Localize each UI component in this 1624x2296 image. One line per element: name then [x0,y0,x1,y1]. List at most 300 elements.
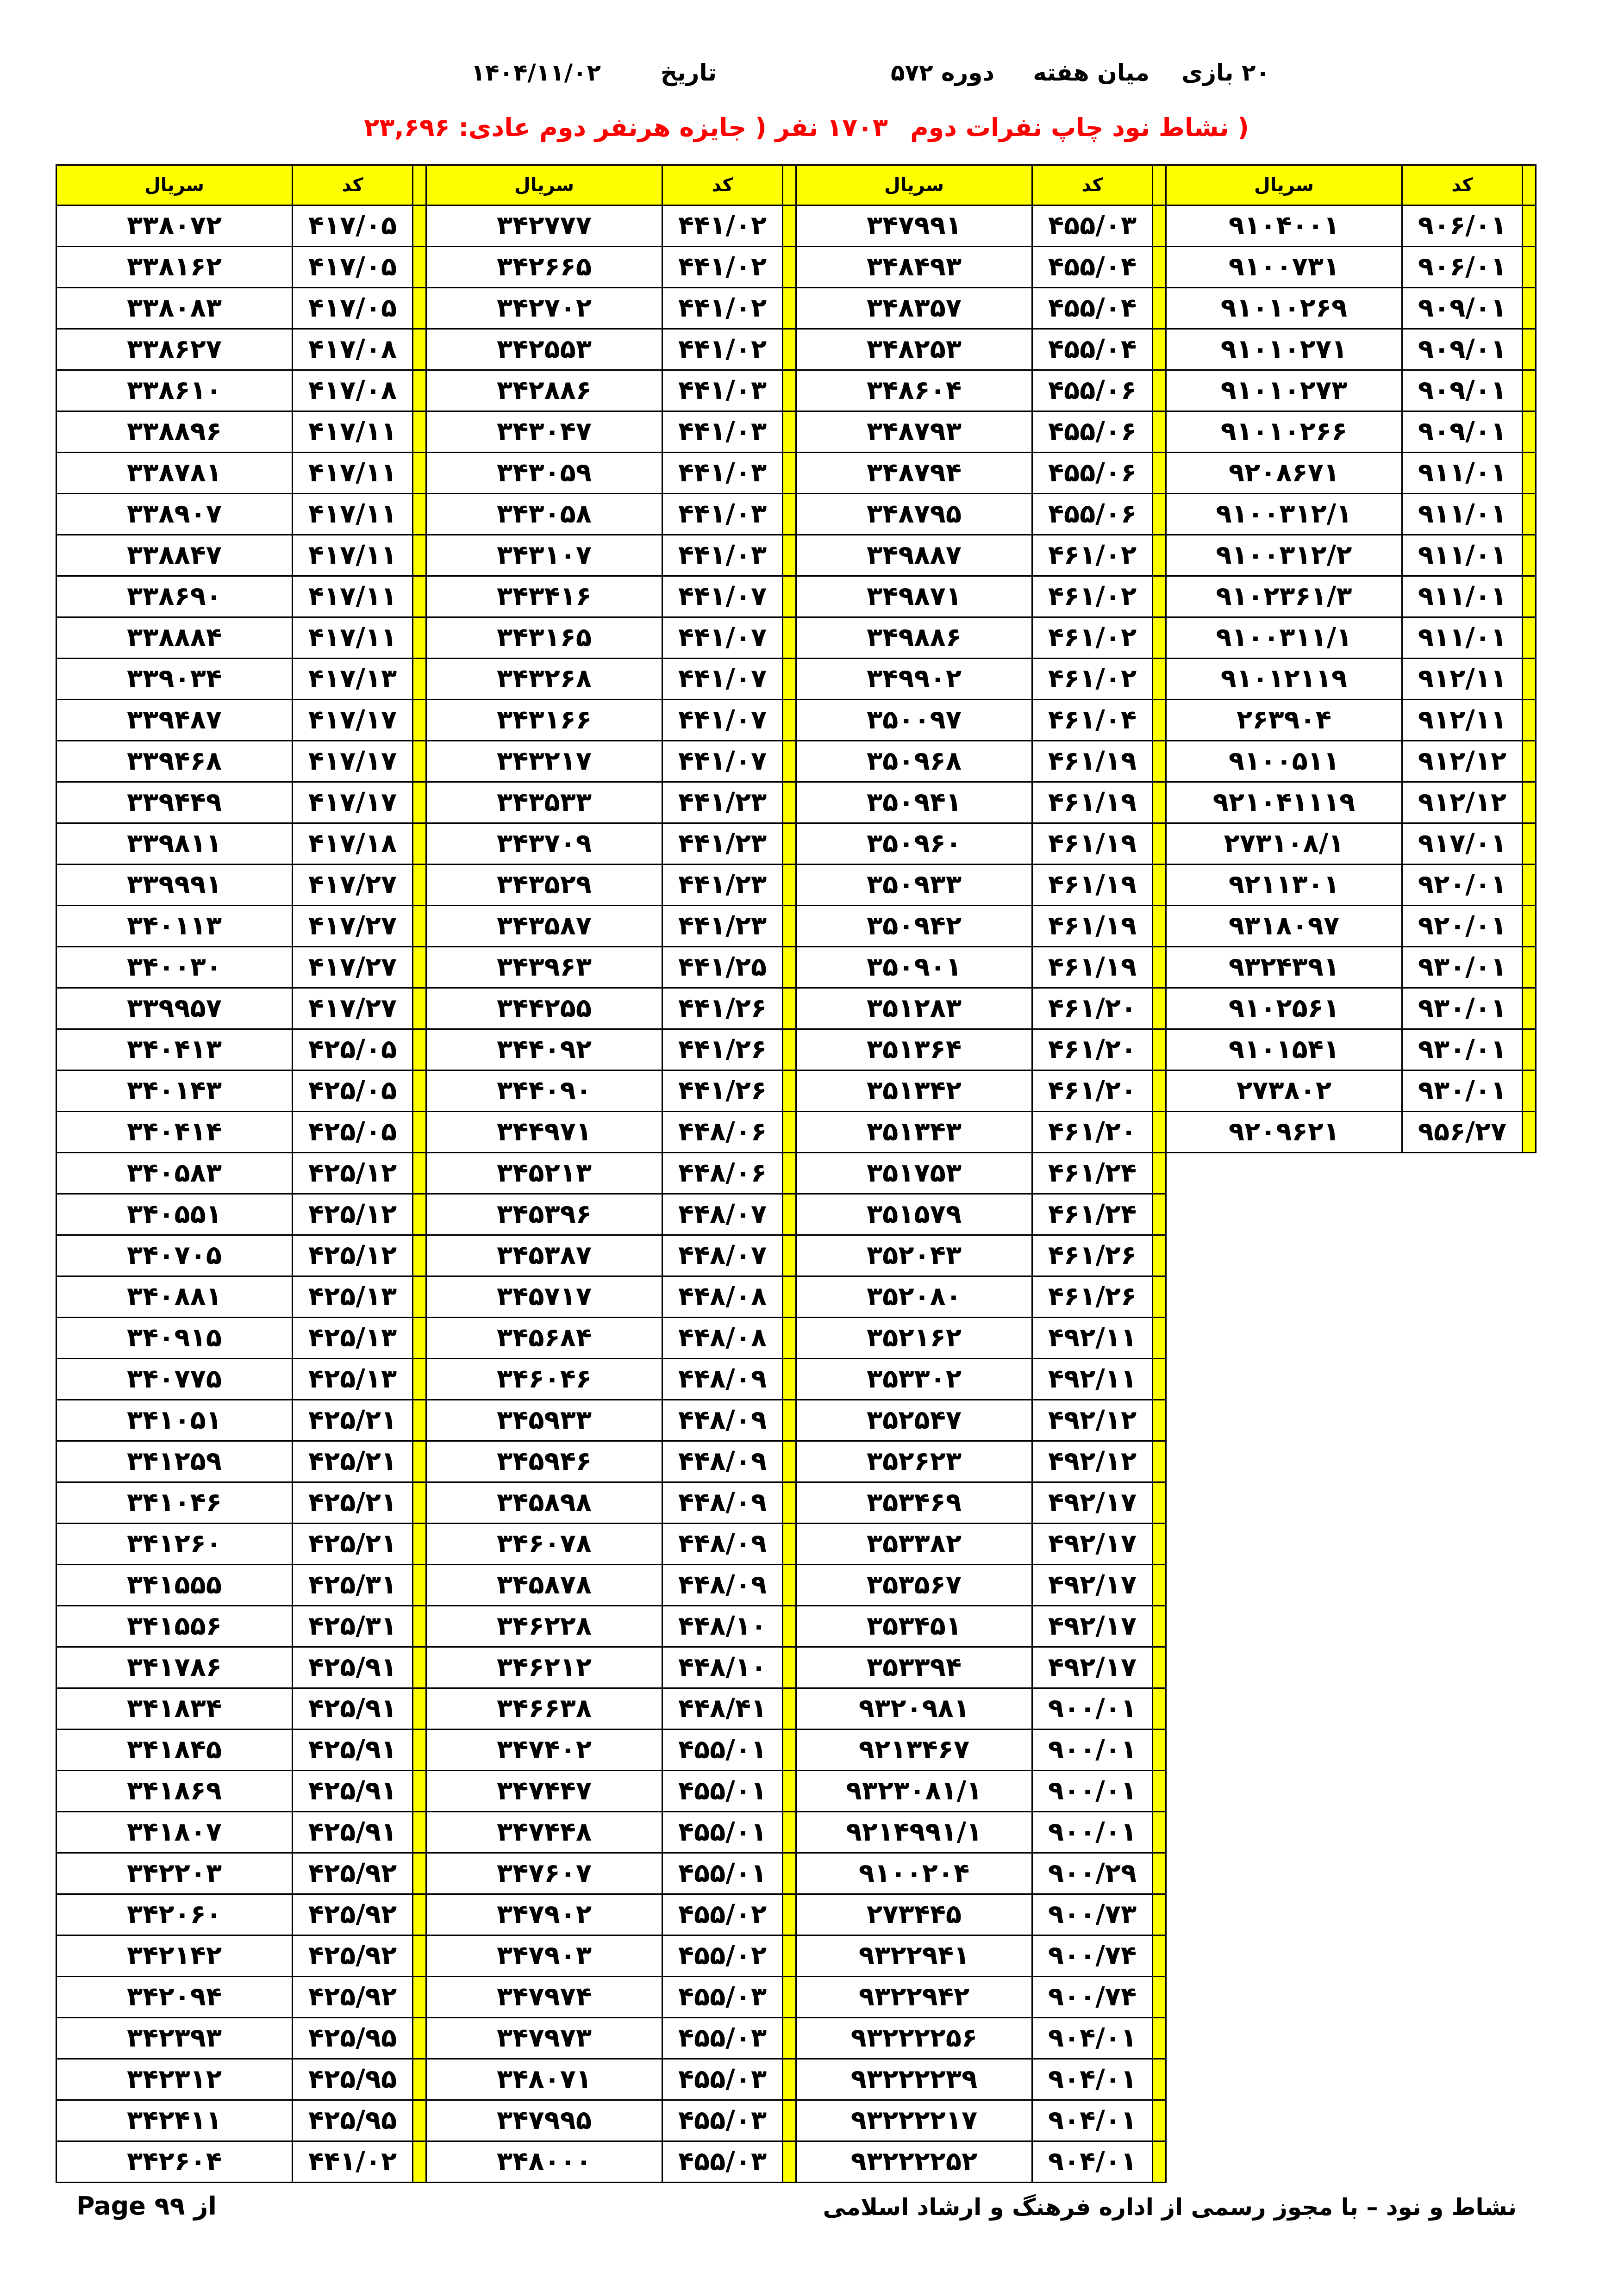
serial-cell: ۳۴۱۸۰۷ [56,1812,293,1853]
code-cell: ۴۲۵/۹۱ [293,1647,413,1688]
code-cell [1402,1977,1523,2018]
table-row [56,1565,1536,1606]
spacer-cell [783,865,796,906]
serial-header: سریال [1166,165,1402,205]
code-cell: ۴۵۵/۰۱ [662,1812,783,1853]
code-cell: ۴۱۷/۲۷ [293,865,413,906]
code-cell: ۹۰۰/۰۱ [1032,1812,1153,1853]
code-cell: ۴۵۵/۰۶ [1032,370,1153,411]
serial-cell: ۳۴۸۰۷۱ [426,2059,662,2100]
spacer-cell [1153,659,1166,700]
serial-cell [1166,1606,1402,1647]
code-cell: ۴۱۷/۰۸ [293,329,413,370]
code-cell: ۴۲۵/۹۲ [293,1935,413,1977]
code-cell: ۴۵۵/۰۳ [662,2018,783,2059]
spacer-cell [413,865,426,906]
spacer-cell [1523,165,1536,205]
serial-cell: ۳۴۸۲۵۳ [796,329,1032,370]
serial-cell: ۳۳۸۸۸۴ [56,617,293,659]
code-cell: ۹۰۶/۰۱ [1402,205,1523,247]
serial-cell: ۳۴۲۸۸۶ [426,370,662,411]
serial-cell: ۳۴۳۱۰۷ [426,535,662,576]
serial-cell [1166,1647,1402,1688]
code-cell: ۴۲۵/۲۱ [293,1441,413,1482]
serial-cell: ۳۴۳۷۰۹ [426,823,662,865]
serial-cell [1166,1853,1402,1894]
table-row [56,741,1536,782]
serial-cell: ۳۵۲۱۶۲ [796,1318,1032,1359]
code-cell: ۹۰۰/۷۳ [1032,1894,1153,1935]
spacer-cell [1153,988,1166,1029]
spacer-cell [1523,1771,1536,1812]
code-cell: ۴۴۸/۰۸ [662,1318,783,1359]
code-cell: ۹۰۶/۰۱ [1402,247,1523,288]
spacer-cell [413,453,426,494]
code-cell: ۹۱۱/۰۱ [1402,576,1523,617]
page-number: Page ۹۹ از [76,2191,217,2221]
spacer-cell [413,947,426,988]
serial-cell: ۳۴۰۸۸۱ [56,1276,293,1318]
serial-cell: ۳۵۳۴۵۱ [796,1606,1032,1647]
code-cell: ۴۴۱/۰۲ [662,329,783,370]
table-row [56,1606,1536,1647]
code-cell: ۴۶۱/۱۹ [1032,823,1153,865]
code-cell [1402,1565,1523,1606]
code-cell: ۴۶۱/۲۴ [1032,1194,1153,1235]
spacer-cell [1523,700,1536,741]
code-cell: ۴۵۵/۰۳ [662,2100,783,2141]
serial-cell: ۳۴۷۹۷۳ [426,2018,662,2059]
serial-cell: ۳۴۰۹۱۵ [56,1318,293,1359]
code-cell: ۴۲۵/۹۲ [293,1977,413,2018]
serial-cell [1166,1318,1402,1359]
code-cell: ۴۹۲/۱۷ [1032,1482,1153,1524]
serial-cell [1166,1153,1402,1194]
code-cell: ۴۶۱/۰۴ [1032,700,1153,741]
serial-cell: ۳۴۳۵۳۳ [426,782,662,823]
code-cell: ۴۴۸/۰۸ [662,1276,783,1318]
code-cell: ۴۵۵/۰۴ [1032,247,1153,288]
table-row [56,1894,1536,1935]
subtitle-part-b: ۱۷۰۳ نفر ( جایزه هرنفر دوم عادی: ۲۳,۶۹۶ [364,113,888,142]
spacer-cell [1153,1070,1166,1112]
code-cell: ۴۴۱/۰۷ [662,617,783,659]
spacer-cell [783,1853,796,1894]
serial-cell: ۳۴۵۳۸۷ [426,1235,662,1276]
code-cell: ۴۲۵/۲۱ [293,1482,413,1524]
spacer-cell [1523,2018,1536,2059]
serial-cell [1166,1688,1402,1730]
game-count: ۲۰ بازی [1181,59,1270,86]
spacer-cell [413,1935,426,1977]
code-cell: ۹۱۷/۰۱ [1402,823,1523,865]
spacer-cell [1523,2059,1536,2100]
spacer-cell [1153,1935,1166,1977]
table-row [56,1359,1536,1400]
table-row [56,1771,1536,1812]
code-cell: ۴۵۵/۰۶ [1032,411,1153,453]
spacer-cell [1153,1194,1166,1235]
spacer-cell [783,1441,796,1482]
serial-cell: ۹۱۰۰۳۱۱/۱ [1166,617,1402,659]
spacer-cell [1153,1482,1166,1524]
spacer-cell [783,1153,796,1194]
code-cell: ۴۲۵/۳۱ [293,1565,413,1606]
spacer-cell [1523,1441,1536,1482]
spacer-cell [783,205,796,247]
spacer-cell [1523,1070,1536,1112]
code-cell [1402,1894,1523,1935]
code-cell: ۴۴۱/۲۵ [662,947,783,988]
serial-cell: ۳۵۳۳۰۲ [796,1359,1032,1400]
spacer-cell [1153,782,1166,823]
spacer-cell [783,1606,796,1647]
spacer-cell [413,165,426,205]
spacer-cell [783,1812,796,1853]
spacer-cell [413,1647,426,1688]
spacer-cell [1153,576,1166,617]
spacer-cell [413,1730,426,1771]
serial-cell: ۳۵۰۰۹۷ [796,700,1032,741]
serial-cell: ۳۴۳۰۵۹ [426,453,662,494]
spacer-cell [1153,823,1166,865]
spacer-cell [413,1565,426,1606]
table-row [56,370,1536,411]
code-cell [1402,1441,1523,1482]
serial-cell: ۳۵۰۹۶۸ [796,741,1032,782]
code-cell: ۹۰۹/۰۱ [1402,411,1523,453]
code-cell: ۴۴۸/۰۷ [662,1194,783,1235]
serial-cell: ۳۳۸۸۴۷ [56,535,293,576]
spacer-cell [783,535,796,576]
spacer-cell [1523,205,1536,247]
code-cell: ۹۰۰/۷۴ [1032,1977,1153,2018]
code-cell: ۴۴۱/۰۷ [662,700,783,741]
code-cell: ۴۵۵/۰۳ [662,2059,783,2100]
spacer-cell [1523,1688,1536,1730]
spacer-cell [783,700,796,741]
code-cell: ۹۱۱/۰۱ [1402,453,1523,494]
serial-cell: ۳۴۱۸۶۹ [56,1771,293,1812]
code-cell: ۴۲۵/۰۵ [293,1029,413,1070]
spacer-cell [413,535,426,576]
spacer-cell [413,1112,426,1153]
spacer-cell [413,2141,426,2183]
table-row [56,1935,1536,1977]
code-cell: ۴۱۷/۲۷ [293,947,413,988]
spacer-cell [413,617,426,659]
serial-cell [1166,1977,1402,2018]
code-cell: ۹۰۰/۷۴ [1032,1935,1153,1977]
spacer-cell [1523,988,1536,1029]
serial-cell: ۳۵۰۹۶۰ [796,823,1032,865]
code-cell: ۴۲۵/۱۳ [293,1359,413,1400]
code-cell: ۴۱۷/۱۱ [293,576,413,617]
spacer-cell [1153,1606,1166,1647]
code-header: کد [1032,165,1153,205]
serial-cell: ۹۲۱۰۴۱۱۱۹ [1166,782,1402,823]
code-cell: ۴۲۵/۹۱ [293,1688,413,1730]
table-row [56,1194,1536,1235]
spacer-cell [413,659,426,700]
table-row [56,576,1536,617]
code-cell: ۴۹۲/۱۲ [1032,1441,1153,1482]
code-cell [1402,2018,1523,2059]
spacer-cell [413,1771,426,1812]
code-cell: ۴۶۱/۱۹ [1032,865,1153,906]
serial-cell: ۳۴۳۴۱۶ [426,576,662,617]
spacer-cell [1153,1853,1166,1894]
code-cell: ۴۲۵/۹۱ [293,1812,413,1853]
code-cell: ۴۲۵/۰۵ [293,1070,413,1112]
code-cell: ۴۶۱/۲۰ [1032,1070,1153,1112]
code-cell: ۴۹۲/۱۱ [1032,1318,1153,1359]
code-cell: ۴۶۱/۱۹ [1032,741,1153,782]
spacer-cell [783,782,796,823]
serial-cell: ۳۴۸۷۹۵ [796,494,1032,535]
serial-cell: ۲۷۳۱۰۸/۱ [1166,823,1402,865]
serial-cell: ۹۲۱۳۴۶۷ [796,1730,1032,1771]
serial-cell: ۳۳۹۴۴۹ [56,782,293,823]
spacer-cell [1153,535,1166,576]
spacer-cell [783,1730,796,1771]
period-label: دوره ۵۷۲ [890,59,994,86]
spacer-cell [413,1812,426,1853]
spacer-cell [1153,1318,1166,1359]
serial-cell: ۳۴۳۹۶۳ [426,947,662,988]
serial-cell: ۳۴۱۵۵۶ [56,1606,293,1647]
code-cell [1402,1194,1523,1235]
code-cell: ۴۴۸/۱۰ [662,1647,783,1688]
code-cell: ۹۰۰/۰۱ [1032,1771,1153,1812]
serial-cell: ۳۴۰۷۷۵ [56,1359,293,1400]
subtitle-line [0,113,1624,150]
spacer-cell [1523,617,1536,659]
table-row [56,1730,1536,1771]
code-cell: ۴۱۷/۱۳ [293,659,413,700]
serial-cell: ۳۵۱۳۴۲ [796,1070,1032,1112]
code-cell: ۴۲۵/۹۲ [293,1894,413,1935]
code-header: کد [662,165,783,205]
code-cell: ۹۰۹/۰۱ [1402,370,1523,411]
table-row [56,823,1536,865]
code-cell: ۴۱۷/۱۱ [293,617,413,659]
code-cell: ۴۶۱/۰۲ [1032,659,1153,700]
code-cell: ۹۰۴/۰۱ [1032,2100,1153,2141]
spacer-cell [1523,494,1536,535]
spacer-cell [413,1894,426,1935]
code-cell: ۴۴۱/۰۲ [293,2141,413,2183]
table-row [56,247,1536,288]
serial-cell: ۳۳۸۱۶۲ [56,247,293,288]
code-cell [1402,1524,1523,1565]
code-cell: ۴۱۷/۲۷ [293,988,413,1029]
spacer-cell [1523,329,1536,370]
table-row [56,1482,1536,1524]
spacer-cell [1523,453,1536,494]
table-row [56,1688,1536,1730]
table-row [56,1070,1536,1112]
spacer-cell [783,494,796,535]
code-cell: ۴۲۵/۲۱ [293,1524,413,1565]
header-line [0,59,1624,96]
spacer-cell [413,2059,426,2100]
serial-cell: ۳۵۲۰۸۰ [796,1276,1032,1318]
spacer-cell [1153,1276,1166,1318]
spacer-cell [1153,1400,1166,1441]
spacer-cell [1523,906,1536,947]
serial-cell: ۳۵۲۶۲۳ [796,1441,1032,1482]
code-cell: ۴۴۱/۰۷ [662,659,783,700]
table-row [56,1153,1536,1194]
code-cell: ۴۴۱/۰۳ [662,535,783,576]
license-footer: نشاط و نود – با مجوز رسمی از اداره فرهنگ و ارشاد اسلامی [823,2194,1517,2221]
table-header-row [56,165,1536,205]
code-cell: ۴۶۱/۲۰ [1032,1029,1153,1070]
serial-cell: ۳۴۱۰۴۶ [56,1482,293,1524]
table-row [56,1235,1536,1276]
spacer-cell [783,823,796,865]
spacer-cell [1523,1647,1536,1688]
spacer-cell [783,576,796,617]
spacer-cell [1153,2141,1166,2183]
table-row [56,1112,1536,1153]
serial-cell: ۳۴۲۲۰۳ [56,1853,293,1894]
code-cell: ۹۳۰/۰۱ [1402,1070,1523,1112]
table-row [56,1812,1536,1853]
code-cell [1402,1482,1523,1524]
spacer-cell [1523,288,1536,329]
serial-cell: ۹۳۲۲۹۴۱ [796,1935,1032,1977]
serial-cell: ۳۴۴۲۵۵ [426,988,662,1029]
spacer-cell [413,782,426,823]
code-cell: ۹۰۴/۰۱ [1032,2141,1153,2183]
spacer-cell [1523,947,1536,988]
code-cell [1402,1400,1523,1441]
spacer-cell [1523,1812,1536,1853]
serial-cell: ۳۴۲۴۱۱ [56,2100,293,2141]
code-cell: ۴۹۲/۱۲ [1032,1400,1153,1441]
spacer-cell [1153,1359,1166,1400]
code-cell: ۴۴۱/۰۲ [662,247,783,288]
serial-cell: ۳۳۸۶۹۰ [56,576,293,617]
spacer-cell [783,329,796,370]
code-cell: ۴۹۲/۱۷ [1032,1524,1153,1565]
code-cell [1402,1688,1523,1730]
serial-cell: ۳۵۱۳۶۴ [796,1029,1032,1070]
code-cell: ۴۶۱/۰۲ [1032,576,1153,617]
serial-cell: ۳۴۳۰۵۸ [426,494,662,535]
spacer-cell [1153,700,1166,741]
spacer-cell [413,2018,426,2059]
spacer-cell [413,906,426,947]
serial-cell: ۳۳۸۶۱۰ [56,370,293,411]
serial-cell [1166,1524,1402,1565]
spacer-cell [1153,1565,1166,1606]
code-cell: ۴۹۲/۱۷ [1032,1565,1153,1606]
table-row [56,1441,1536,1482]
serial-cell [1166,1235,1402,1276]
table-row [56,535,1536,576]
serial-cell: ۳۵۱۵۷۹ [796,1194,1032,1235]
serial-cell: ۹۱۰۰۲۰۴ [796,1853,1032,1894]
code-cell [1402,1647,1523,1688]
serial-cell: ۳۴۲۶۰۴ [56,2141,293,2183]
serial-cell: ۳۴۳۲۶۸ [426,659,662,700]
serial-cell: ۳۴۵۲۱۳ [426,1153,662,1194]
code-cell: ۴۶۱/۰۲ [1032,617,1153,659]
code-cell: ۴۱۷/۰۵ [293,205,413,247]
spacer-cell [783,165,796,205]
spacer-cell [783,1318,796,1359]
serial-cell: ۳۴۲۳۱۲ [56,2059,293,2100]
code-cell: ۹۲۰/۰۱ [1402,865,1523,906]
serial-cell: ۹۱۰۰۳۱۲/۲ [1166,535,1402,576]
serial-cell [1166,1482,1402,1524]
code-cell [1402,2100,1523,2141]
spacer-cell [1523,1935,1536,1977]
serial-cell [1166,2018,1402,2059]
serial-cell: ۳۴۱۲۶۰ [56,1524,293,1565]
spacer-cell [413,1441,426,1482]
table-row [56,411,1536,453]
code-cell: ۴۶۱/۲۰ [1032,988,1153,1029]
serial-cell: ۳۴۳۲۱۷ [426,741,662,782]
spacer-cell [783,1524,796,1565]
serial-cell: ۳۴۹۹۰۲ [796,659,1032,700]
code-cell: ۴۶۱/۲۰ [1032,1112,1153,1153]
serial-cell: ۳۴۰۵۸۳ [56,1153,293,1194]
serial-cell: ۳۴۵۶۸۴ [426,1318,662,1359]
code-cell: ۴۱۷/۱۱ [293,535,413,576]
spacer-cell [1523,865,1536,906]
table-row [56,1524,1536,1565]
table-row [56,329,1536,370]
serial-cell: ۹۲۰۸۶۷۱ [1166,453,1402,494]
serial-cell: ۳۴۸۷۹۳ [796,411,1032,453]
serial-cell: ۳۴۵۸۹۸ [426,1482,662,1524]
spacer-cell [1153,205,1166,247]
table-row [56,1276,1536,1318]
code-cell: ۹۰۹/۰۱ [1402,288,1523,329]
serial-cell: ۳۴۲۱۴۲ [56,1935,293,1977]
spacer-cell [1153,1688,1166,1730]
code-cell [1402,2141,1523,2183]
spacer-cell [1153,370,1166,411]
serial-cell: ۳۳۹۹۵۷ [56,988,293,1029]
serial-cell: ۳۴۱۵۵۵ [56,1565,293,1606]
serial-cell: ۳۴۰۰۳۰ [56,947,293,988]
code-cell: ۴۶۱/۱۹ [1032,782,1153,823]
code-cell [1402,1935,1523,1977]
serial-cell: ۳۴۷۹۹۵ [426,2100,662,2141]
spacer-cell [1523,659,1536,700]
spacer-cell [1153,329,1166,370]
table-row [56,659,1536,700]
spacer-cell [1153,617,1166,659]
serial-cell [1166,2100,1402,2141]
spacer-cell [1153,1894,1166,1935]
code-cell: ۴۴۱/۰۲ [662,288,783,329]
code-cell: ۴۵۵/۰۱ [662,1730,783,1771]
table-row [56,494,1536,535]
spacer-cell [1153,288,1166,329]
serial-cell: ۳۴۳۵۲۹ [426,865,662,906]
table-row [56,617,1536,659]
spacer-cell [1153,1153,1166,1194]
serial-cell [1166,1359,1402,1400]
serial-cell: ۹۱۰۱۲۱۱۹ [1166,659,1402,700]
